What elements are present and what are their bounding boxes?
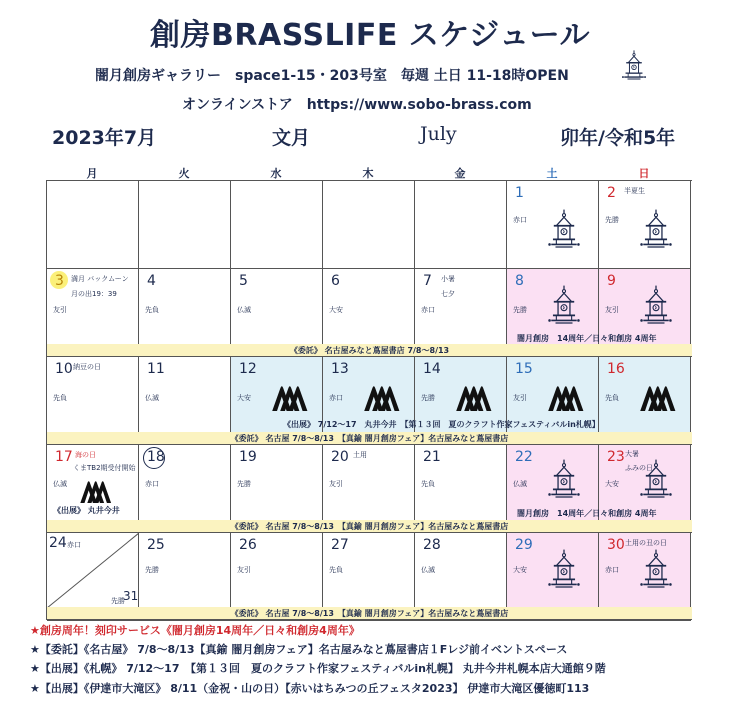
m-logo-icon	[545, 379, 585, 411]
note-anniversary: ★創房周年！刻印サービス《闇月創房14周年／日々和創房4周年》	[30, 624, 360, 637]
anniversary-banner: 闇月創房 14周年／日々和創房 4周年	[517, 334, 657, 343]
m-logo-icon	[77, 475, 113, 503]
day-number: 6	[331, 273, 340, 289]
lantern-icon	[547, 209, 581, 251]
anniversary-banner: 闇月創房 14周年／日々和創房 4周年	[517, 509, 657, 518]
rokuyo: 先負	[145, 306, 159, 314]
rokuyo: 赤口	[605, 566, 619, 574]
day-number: 1	[515, 185, 524, 201]
day-number: 9	[607, 273, 616, 289]
day-number: 4	[147, 273, 156, 289]
rokuyo: 赤口	[513, 216, 527, 224]
day-number: 30	[607, 537, 625, 553]
rokuyo: 仏滅	[513, 480, 527, 488]
day-number: 13	[331, 361, 349, 377]
rokuyo: 赤口	[421, 306, 435, 314]
page-title: 創房BRASSLIFE スケジュール	[150, 18, 590, 53]
day-number: 24	[49, 535, 67, 551]
day-number: 25	[147, 537, 165, 553]
rokuyo: 先負	[421, 480, 435, 488]
lantern-logo-icon	[621, 46, 647, 86]
day-event-2: くまTB2期受付開始	[73, 464, 136, 472]
day-event: 海の日	[75, 451, 96, 459]
day-number: 11	[147, 361, 165, 377]
day-number: 2	[607, 185, 616, 201]
japanese-month: 文月	[272, 127, 311, 149]
day-event: 土用	[353, 451, 367, 459]
rokuyo: 仏滅	[145, 394, 159, 402]
weekday-thu: 木	[362, 167, 374, 180]
day-event-2: 七夕	[441, 290, 455, 298]
lantern-icon	[639, 459, 673, 501]
weekday-fri: 金	[454, 167, 466, 180]
rokuyo: 友引	[513, 394, 527, 402]
day-number: 21	[423, 449, 441, 465]
day-number: 12	[239, 361, 257, 377]
empty-cell	[139, 181, 231, 269]
day-number: 3	[55, 273, 64, 289]
day-number: 31	[123, 589, 139, 603]
rokuyo: 仏滅	[421, 566, 435, 574]
rokuyo: 友引	[53, 306, 67, 314]
day-number: 5	[239, 273, 248, 289]
day-number: 26	[239, 537, 257, 553]
day-event-2: 月の出19：39	[71, 290, 117, 298]
day-cell-1[interactable]	[507, 181, 599, 269]
day-event-2: ふみの日	[625, 464, 653, 472]
gallery-info: 闇月創房ギャラリー space1-15・203号室 毎週 土日 11-18時OPEN	[95, 68, 569, 84]
commission-band: 《委託》 名古屋 7/8～8/13 【真鍮 闇月創房フェア】名古屋みなと蔦屋書店	[47, 607, 692, 620]
rokuyo: 赤口	[329, 394, 343, 402]
rokuyo: 先勝	[513, 306, 527, 314]
day-number: 19	[239, 449, 257, 465]
m-logo-icon	[637, 379, 677, 411]
rokuyo: 先負	[53, 394, 67, 402]
lantern-icon	[547, 285, 581, 327]
day-number: 15	[515, 361, 533, 377]
day-number: 20	[331, 449, 349, 465]
lantern-icon	[547, 549, 581, 591]
lantern-icon	[639, 209, 673, 251]
day-event: 半夏生	[624, 187, 645, 195]
rokuyo: 友引	[605, 306, 619, 314]
m-logo-icon	[453, 379, 493, 411]
day-event: 大暑	[625, 450, 639, 458]
commission-band: 《委託》 名古屋 7/8～8/13 【真鍮 闇月創房フェア】名古屋みなと蔦屋書店	[47, 520, 692, 533]
weekday-sun: 日	[638, 167, 650, 180]
commission-band: 《委託》 名古屋 7/8～8/13 【真鍮 闇月創房フェア】名古屋みなと蔦屋書店	[47, 432, 692, 445]
year-month: 2023年7月	[52, 127, 157, 149]
rokuyo: 先勝	[605, 216, 619, 224]
day-number: 10	[55, 361, 73, 377]
rokuyo: 仏滅	[237, 306, 251, 314]
day-number: 18	[147, 449, 165, 465]
rokuyo: 仏滅	[53, 480, 67, 488]
empty-cell	[231, 181, 323, 269]
rokuyo: 先負	[329, 566, 343, 574]
day-event: 満月 バックムーン	[71, 275, 129, 283]
rokuyo: 大安	[513, 566, 527, 574]
rokuyo: 先勝	[111, 597, 125, 605]
rokuyo: 友引	[237, 566, 251, 574]
english-month: July	[420, 123, 457, 145]
m-logo-icon	[269, 379, 309, 411]
day-number: 8	[515, 273, 524, 289]
day-number: 16	[607, 361, 625, 377]
rokuyo: 赤口	[145, 480, 159, 488]
day-number: 14	[423, 361, 441, 377]
day-number: 29	[515, 537, 533, 553]
rokuyo: 先勝	[145, 566, 159, 574]
calendar-grid	[46, 180, 692, 620]
empty-cell	[323, 181, 415, 269]
day-event: 小暑	[441, 275, 455, 283]
day-number: 22	[515, 449, 533, 465]
exhibition-banner: 《出展》 7/12～17 丸井今井 【第１３回 夏のクラフト作家フェスティバルin札幌】	[283, 420, 600, 429]
empty-cell	[415, 181, 507, 269]
m-logo-icon	[361, 379, 401, 411]
day-number: 28	[423, 537, 441, 553]
note-exhibit-sapporo: ★【出展】《札幌》 7/12～17 【第１３回 夏のクラフト作家フェスティバルin札幌】 丸井今井札幌本店大通館９階	[30, 662, 606, 675]
rokuyo: 友引	[329, 480, 343, 488]
weekday-sat: 土	[546, 167, 558, 180]
rokuyo: 大安	[237, 394, 251, 402]
empty-cell	[47, 181, 139, 269]
day-event: 土用の丑の日	[625, 539, 667, 547]
era-label: 卯年/令和5年	[560, 127, 676, 149]
lantern-icon	[547, 459, 581, 501]
online-store-link[interactable]: オンラインストア https://www.sobo-brass.com	[182, 97, 532, 113]
rokuyo: 先勝	[421, 394, 435, 402]
rokuyo: 大安	[605, 480, 619, 488]
lantern-icon	[639, 285, 673, 327]
note-exhibit-date: ★【出展】《伊達市大滝区》 8/11（金祝・山の日）【赤いはちみつの丘フェスタ2023】 伊達市大滝区優徳町113	[30, 682, 590, 695]
day-cell-2[interactable]	[599, 181, 691, 269]
day-number: 17	[55, 449, 73, 465]
rokuyo: 赤口	[67, 541, 81, 549]
day-number: 23	[607, 449, 625, 465]
day-number: 7	[423, 273, 432, 289]
weekday-mon: 月	[86, 167, 98, 180]
rokuyo: 先負	[605, 394, 619, 402]
note-commission: ★【委託】《名古屋》 7/8～8/13【真鍮 闇月創房フェア】名古屋みなと蔦屋書店１Fレジ前イベントスペース	[30, 643, 568, 656]
weekday-tue: 火	[178, 167, 190, 180]
rokuyo: 先勝	[237, 480, 251, 488]
day-event: 納豆の日	[73, 363, 101, 371]
day-number: 27	[331, 537, 349, 553]
lantern-icon	[639, 549, 673, 591]
commission-band: 《委託》 名古屋みなと蔦屋書店 7/8～8/13	[47, 344, 692, 357]
rokuyo: 大安	[329, 306, 343, 314]
exhibit-label: 《出展》 丸井今井	[53, 506, 120, 515]
weekday-wed: 水	[270, 167, 282, 180]
